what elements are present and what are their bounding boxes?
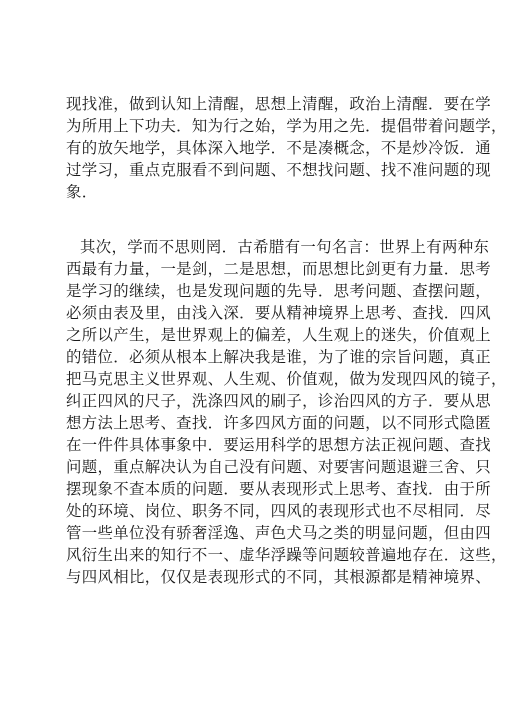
- text-line-indented: 其次，学而不思则罔．古希腊有一句名言：世界上有两种东: [80, 238, 490, 256]
- text-line: 问题，重点解决认为自己没有问题、对要害问题退避三舍、只: [66, 458, 491, 476]
- text-line: 处的环境、岗位、职务不同，四风的表现形式也不尽相同．尽: [66, 502, 491, 520]
- text-line: 之所以产生，是世界观上的偏差，人生观上的迷失，价值观上: [66, 326, 491, 344]
- text-line: 象．: [66, 183, 98, 201]
- text-line: 必须由表及里，由浅入深．要从精神境界上思考、查找．四风: [66, 304, 491, 322]
- text-line: 在一件件具体事象中．要运用科学的思想方法正视问题、查找: [66, 436, 491, 454]
- text-line: 风衍生出来的知行不一、虚华浮躁等问题较普遍地存在．这些，: [66, 546, 507, 564]
- text-line: 摆现象不查本质的问题．要从表现形式上思考、查找．由于所: [66, 480, 491, 498]
- text-line: 与四风相比，仅仅是表现形式的不同，其根源都是精神境界、: [66, 568, 491, 586]
- text-line: 为所用上下功夫．知为行之始，学为用之先．提倡带着问题学，: [66, 117, 507, 135]
- text-line: 西最有力量，一是剑，二是思想，而思想比剑更有力量．思考: [66, 260, 491, 278]
- text-line: 现找准，做到认知上清醒，思想上清醒，政治上清醒．要在学: [66, 95, 491, 113]
- text-line: 的错位．必须从根本上解决我是谁，为了谁的宗旨问题，真正: [66, 348, 491, 366]
- text-line: 是学习的继续，也是发现问题的先导．思考问题、查摆问题，: [66, 282, 491, 300]
- text-line: 纠正四风的尺子，洗涤四风的刷子，诊治四风的方子．要从思: [66, 392, 491, 410]
- text-line: 想方法上思考、查找．许多四风方面的问题，以不同形式隐匿: [66, 414, 491, 432]
- text-line: 把马克思主义世界观、人生观、价值观，做为发现四风的镜子，: [66, 370, 507, 388]
- text-line: 过学习，重点克服看不到问题、不想找问题、找不准问题的现: [66, 161, 491, 179]
- text-line: 有的放矢地学，具体深入地学．不是凑概念，不是炒冷饭．通: [66, 139, 491, 157]
- text-line: 管一些单位没有骄奢淫逸、声色犬马之类的明显问题，但由四: [66, 524, 491, 542]
